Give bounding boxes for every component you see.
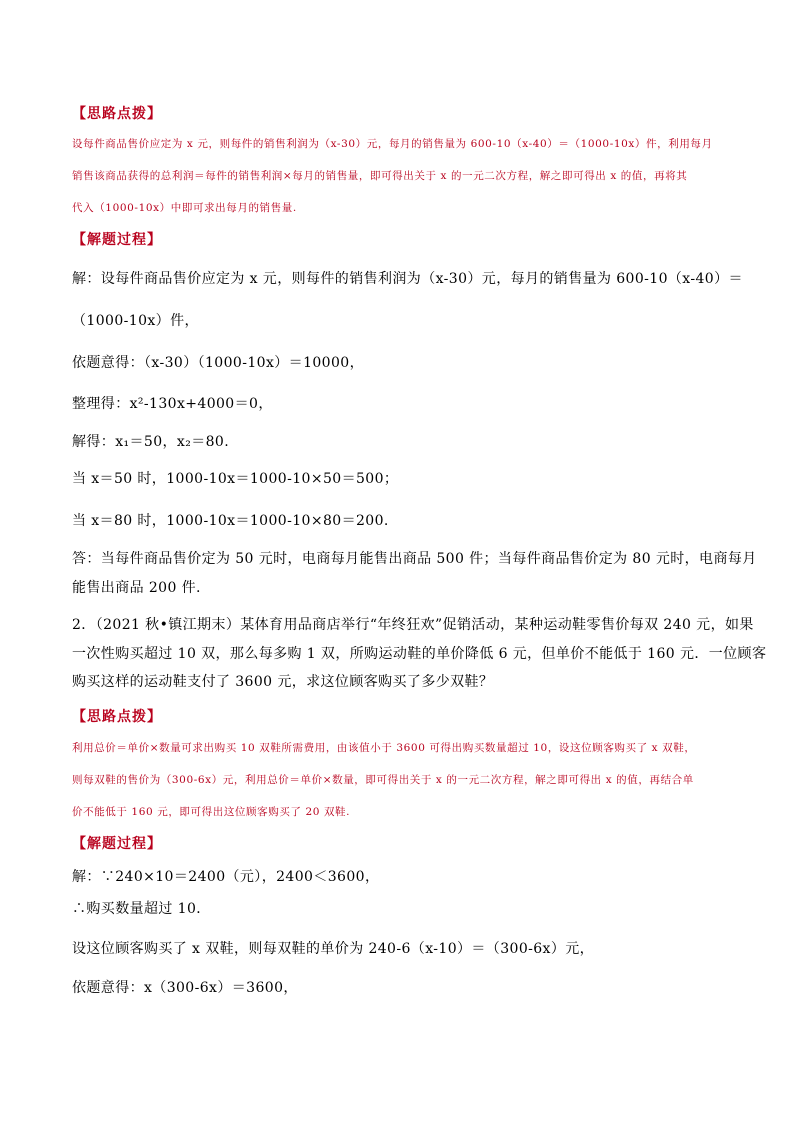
solution-line: （1000-10x）件，	[72, 313, 199, 329]
solution-heading-1: 【解题过程】	[72, 232, 162, 248]
hint-line: 利用总价＝单价×数量可求出购买 10 双鞋所需费用，由该值小于 3600 可得出购买数量超过 10，设这位顾客购买了 x 双鞋，	[72, 742, 696, 754]
hint-line: 则每双鞋的售价为（300-6x）元，利用总价＝单价×数量，即可得出关于 x 的一元二次方程，解之即可得出 x 的值，再结合单	[72, 774, 694, 786]
solution-line: 解：设每件商品售价应定为 x 元，则每件的销售利润为（x-30）元，每月的销售量为 600-10（x-40）＝	[72, 271, 743, 287]
solution-heading-2: 【解题过程】	[72, 836, 162, 852]
hint-line: 价不能低于 160 元，即可得出这位顾客购买了 20 双鞋.	[72, 806, 351, 818]
solution-line: 当 x＝80 时，1000-10x＝1000-10×80＝200.	[72, 513, 389, 529]
solution-line: 当 x＝50 时，1000-10x＝1000-10×50＝500；	[72, 471, 399, 487]
hint-line: 销售该商品获得的总利润＝每件的销售利润×每月的销售量，即可得出关于 x 的一元二次方程，解之即可得出 x 的值，再将其	[72, 170, 688, 182]
solution-line: 依题意得：（x-30）（1000-10x）＝10000，	[72, 355, 364, 371]
hint-heading-1: 【思路点拨】	[72, 106, 162, 122]
solution-line: 设这位顾客购买了 x 双鞋，则每双鞋的单价为 240-6（x-10）＝（300-6x）元，	[72, 941, 595, 957]
answer-line: 答：当每件商品售价定为 50 元时，电商每月能售出商品 500 件；当每件商品售价定为 80 元时，电商每月	[72, 551, 757, 567]
answer-line: 能售出商品 200 件.	[72, 580, 201, 596]
hint-line: 代入（1000-10x）中即可求出每月的销售量.	[72, 202, 297, 214]
question-line: 2．（2021 秋•镇江期末）某体育用品商店举行“年终狂欢”促销活动，某种运动鞋零售价每双 240 元，如果	[72, 617, 754, 633]
question-line: 购买这样的运动鞋支付了 3600 元，求这位顾客购买了多少双鞋？	[72, 674, 494, 690]
solution-line: 解得：x₁＝50，x₂＝80.	[72, 434, 230, 450]
solution-line: 整理得：x²-130x+4000＝0，	[72, 396, 273, 412]
solution-line: ∴购买数量超过 10．	[72, 901, 211, 917]
hint-line: 设每件商品售价应定为 x 元，则每件的销售利润为（x-30）元，每月的销售量为 600-10（x-40）＝（1000-10x）件，利用每月	[72, 138, 713, 150]
solution-line: 解：∵240×10＝2400（元），2400＜3600，	[72, 869, 380, 885]
question-line: 一次性购买超过 10 双，那么每多购 1 双，所购运动鞋的单价降低 6 元，但单价不能低于 160 元．一位顾客	[72, 646, 767, 662]
solution-line: 依题意得：x（300-6x）＝3600，	[72, 980, 298, 996]
hint-heading-2: 【思路点拨】	[72, 709, 162, 725]
